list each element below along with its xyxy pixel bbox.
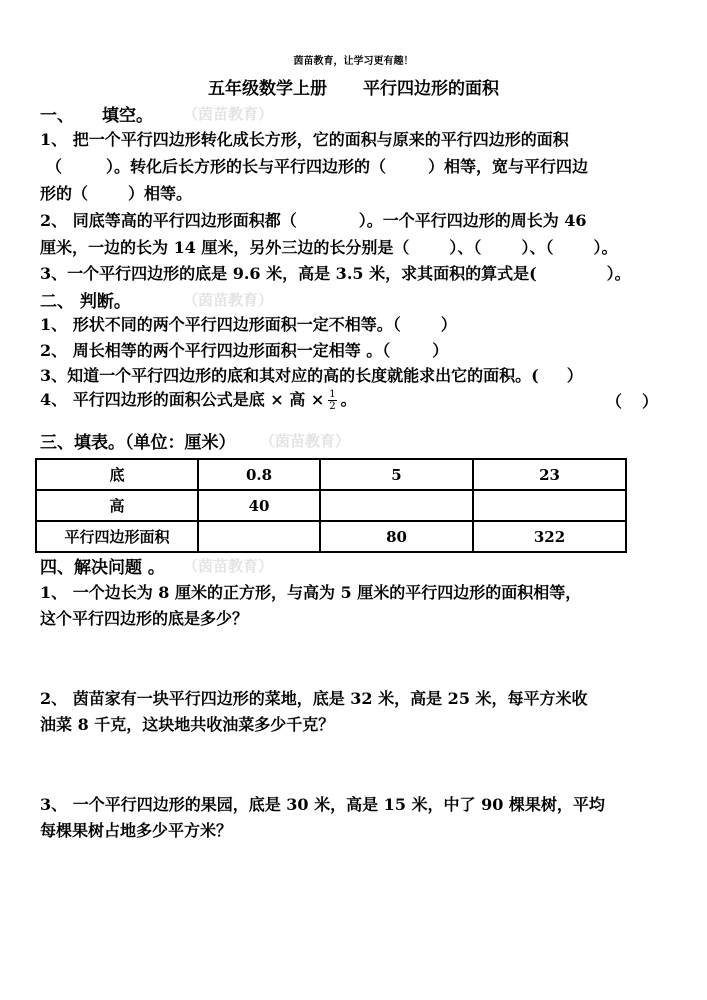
section4-heading: 四、解决问题 。	[40, 558, 165, 578]
section2-heading: 二、 判断。	[40, 292, 131, 312]
table-cell: 5	[320, 459, 473, 490]
problem-1-line2: 这个平行四边形的底是多少？	[40, 609, 249, 628]
title-grade: 五年级数学上册	[208, 79, 327, 99]
q1-line1: 1、 把一个平行四边形转化成长方形，它的面积与原来的平行四边形的面积	[40, 130, 569, 149]
table-row	[36, 459, 626, 490]
q2-line2: 厘米，一边的长为 14 厘米，另外三边的长分别是（ ）、（ ）、（ ）。	[40, 238, 618, 257]
table-cell: 高	[36, 490, 198, 521]
q1-line3: 形的（ ）相等。	[40, 184, 193, 203]
watermark: （茵苗教育）	[260, 432, 351, 450]
table-cell	[320, 490, 473, 521]
section3-heading: 三、填表。（单位：厘米）	[40, 433, 236, 453]
table-cell: 0.8	[198, 459, 320, 490]
table-cell	[198, 521, 320, 552]
table-cell: 322	[473, 521, 626, 552]
judge-item-4-parens: （ ）	[606, 392, 659, 411]
problem-2-line1: 2、 茵苗家有一块平行四边形的菜地，底是 32 米，高是 25 米，每平方米收	[40, 689, 588, 708]
watermark: （茵苗教育）	[183, 291, 274, 309]
q1-line2: （ ）。转化后长方形的长与平行四边形的（ ）相等，宽与平行四边	[46, 157, 589, 176]
table-cell	[473, 490, 626, 521]
table-row	[36, 490, 626, 521]
problem-1-line1: 1、 一个边长为 8 厘米的正方形，与高为 5 厘米的平行四边形的面积相等，	[40, 583, 582, 602]
watermark: （茵苗教育）	[183, 557, 274, 575]
table-cell: 40	[198, 490, 320, 521]
problem-2-line2: 油菜 8 千克，这块地共收油菜多少千克？	[40, 715, 335, 734]
fill-in-table	[35, 458, 627, 553]
section1-heading-num: 一、	[40, 106, 74, 126]
problem-3-line1: 3、 一个平行四边形的果园，底是 30 米，高是 15 米，中了 90 棵果树，平均	[40, 795, 605, 814]
fraction-one-half: $\frac{1}{2}$	[329, 389, 336, 412]
judge-item-2: 2、 周长相等的两个平行四边形面积一定相等 。（ ）	[40, 341, 449, 360]
q3-line1: 3、一个平行四边形的底是 9.6 米，高是 3.5 米，求其面积的算式是( ）。	[40, 264, 631, 283]
section1-heading-text: 填空。	[102, 106, 153, 126]
page-title	[0, 74, 707, 99]
table-cell: 底	[36, 459, 198, 490]
problem-3-line2: 每棵果树占地多少平方米？	[40, 821, 233, 840]
judge-item-3: 3、知道一个平行四边形的底和其对应的高的长度就能求出它的面积。( ）	[40, 366, 583, 385]
judge-item-1: 1、 形状不同的两个平行四边形面积一定不相等。（ ）	[40, 315, 457, 334]
judge-item-4: 4、 平行四边形的面积公式是底 × 高 × $\frac{1}{2}$ 。	[40, 389, 357, 412]
title-topic: 平行四边形的面积	[363, 79, 499, 99]
section1-heading	[40, 101, 153, 126]
table-cell: 80	[320, 521, 473, 552]
table-row	[36, 521, 626, 552]
q2-line1: 2、 同底等高的平行四边形面积都（ ）。一个平行四边形的周长为 46	[40, 211, 587, 230]
header-slogan: 茵苗教育，让学习更有趣！	[293, 56, 414, 67]
watermark: （茵苗教育）	[183, 105, 274, 123]
table-cell: 23	[473, 459, 626, 490]
table-cell: 平行四边形面积	[36, 521, 198, 552]
